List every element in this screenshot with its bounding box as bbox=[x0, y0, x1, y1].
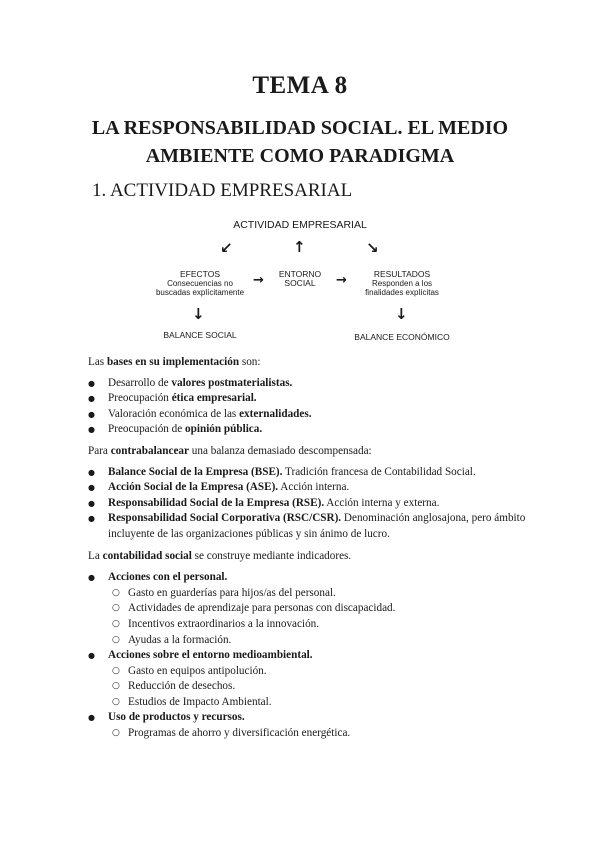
bold-text: externalidades. bbox=[239, 407, 312, 420]
sub-list-item bbox=[88, 695, 528, 711]
paragraph-contrabalancear bbox=[88, 444, 528, 460]
sub-list-item bbox=[88, 633, 528, 649]
list-item bbox=[88, 480, 528, 496]
text: Acción interna y externa. bbox=[324, 496, 440, 509]
paragraph-bases bbox=[88, 355, 528, 371]
efectos-sub-2: buscadas explícitamente bbox=[155, 288, 245, 297]
sub-list-item bbox=[88, 601, 528, 617]
text: Desarrollo de bbox=[108, 376, 172, 389]
resultados-sub-1: Responden a los bbox=[371, 279, 433, 288]
sub-list-item bbox=[88, 617, 528, 633]
list-item bbox=[88, 465, 528, 481]
text: Valoración económica de las bbox=[108, 407, 240, 420]
page-title: TEMA 8 bbox=[252, 72, 348, 99]
efectos-box bbox=[140, 270, 260, 297]
list-item bbox=[88, 376, 528, 392]
bases-list bbox=[88, 376, 528, 438]
text: La bbox=[88, 549, 103, 562]
efectos-title: EFECTOS bbox=[180, 269, 220, 279]
indicators-list bbox=[88, 570, 528, 742]
arrow-down-icon: ↓ bbox=[395, 305, 408, 323]
list-item bbox=[88, 511, 528, 542]
efectos-sub-1: Consecuencias no bbox=[167, 279, 233, 288]
balance-economico-label: BALANCE ECONÓMICO bbox=[354, 332, 450, 342]
text: Tradición francesa de Contabilidad Social. bbox=[282, 465, 476, 478]
diagram-top-label: ACTIVIDAD EMPRESARIAL bbox=[233, 219, 367, 231]
list-item bbox=[88, 648, 528, 664]
text: Denominación anglosajona, pero ámbito incluyente de las organizaciones públicas y sin ánimo de lucro. bbox=[108, 512, 526, 540]
text: Actividades de aprendizaje para personas con discapacidad. bbox=[128, 602, 396, 615]
arrow-up-icon: ↑ bbox=[293, 238, 306, 256]
bold-text: valores postmaterialistas. bbox=[171, 376, 293, 389]
bold-text: Acción Social de la Empresa (ASE). bbox=[108, 481, 279, 494]
arrow-down-left-icon: ↙ bbox=[220, 239, 233, 257]
list-item bbox=[88, 391, 528, 407]
text: Incentivos extraordinarios a la innovación. bbox=[128, 617, 320, 630]
balance-list bbox=[88, 465, 528, 543]
sub-list-item bbox=[88, 679, 528, 695]
entorno-box bbox=[270, 270, 330, 288]
list-item bbox=[88, 496, 528, 512]
list-item bbox=[88, 710, 528, 726]
arrow-right-icon: → bbox=[336, 273, 347, 288]
text: Programas de ahorro y diversificación energética. bbox=[128, 727, 351, 740]
bold-text: ética empresarial. bbox=[171, 392, 257, 405]
bold-text: contabilidad social bbox=[102, 549, 192, 562]
text: Preocupación de bbox=[108, 423, 186, 436]
bold-text: Uso de productos y recursos. bbox=[108, 711, 245, 724]
text: Estudios de Impacto Ambiental. bbox=[128, 695, 272, 708]
text: se construye mediante indicadores. bbox=[191, 549, 352, 562]
body-text bbox=[88, 355, 528, 742]
paragraph-contabilidad bbox=[88, 549, 528, 565]
sub-list-item bbox=[88, 586, 528, 602]
text: Gasto en equipos antipolución. bbox=[128, 664, 267, 677]
resultados-sub-2: finalidades explícitas bbox=[365, 288, 439, 297]
list-item bbox=[88, 570, 528, 586]
bold-text: Responsabilidad Social de la Empresa (RSE). bbox=[108, 496, 325, 509]
bold-text: Responsabilidad Social Corporativa (RSC/CSR). bbox=[108, 512, 342, 525]
text: Preocupación bbox=[108, 392, 172, 405]
page-subtitle: LA RESPONSABILIDAD SOCIAL. EL MEDIO AMBIENTE COMO PARADIGMA bbox=[91, 117, 509, 167]
arrow-down-icon: ↓ bbox=[192, 305, 205, 323]
text: Gasto en guarderías para hijos/as del personal. bbox=[128, 586, 336, 599]
section-heading: 1. ACTIVIDAD EMPRESARIAL bbox=[92, 180, 353, 201]
text: Ayudas a la formación. bbox=[128, 633, 232, 646]
text: una balanza demasiado descompensada: bbox=[188, 444, 372, 457]
bold-text: Acciones sobre el entorno medioambiental. bbox=[108, 649, 313, 662]
bold-text: contrabalancear bbox=[110, 444, 189, 457]
resultados-title: RESULTADOS bbox=[373, 269, 431, 279]
bold-text: Balance Social de la Empresa (BSE). bbox=[108, 465, 283, 478]
bold-text: bases en su implementación bbox=[106, 356, 240, 368]
resultados-box bbox=[352, 270, 452, 297]
entorno-line-2: SOCIAL bbox=[284, 278, 316, 288]
bold-text: opinión pública. bbox=[185, 423, 263, 436]
bold-text: Acciones con el personal. bbox=[108, 571, 228, 584]
list-item bbox=[88, 407, 528, 423]
arrow-right-icon: → bbox=[253, 273, 264, 288]
balance-social-label: BALANCE SOCIAL bbox=[163, 330, 237, 340]
sub-list-item bbox=[88, 664, 528, 680]
entorno-line-1: ENTORNO bbox=[278, 269, 322, 279]
text: Acción interna. bbox=[278, 481, 350, 494]
list-item bbox=[88, 422, 528, 438]
text: son: bbox=[239, 356, 261, 368]
text: Para bbox=[88, 444, 111, 457]
text: Reducción de desechos. bbox=[128, 680, 236, 693]
text: Las bbox=[88, 356, 107, 368]
arrow-down-right-icon: ↘ bbox=[366, 239, 379, 257]
sub-list-item bbox=[88, 726, 528, 742]
